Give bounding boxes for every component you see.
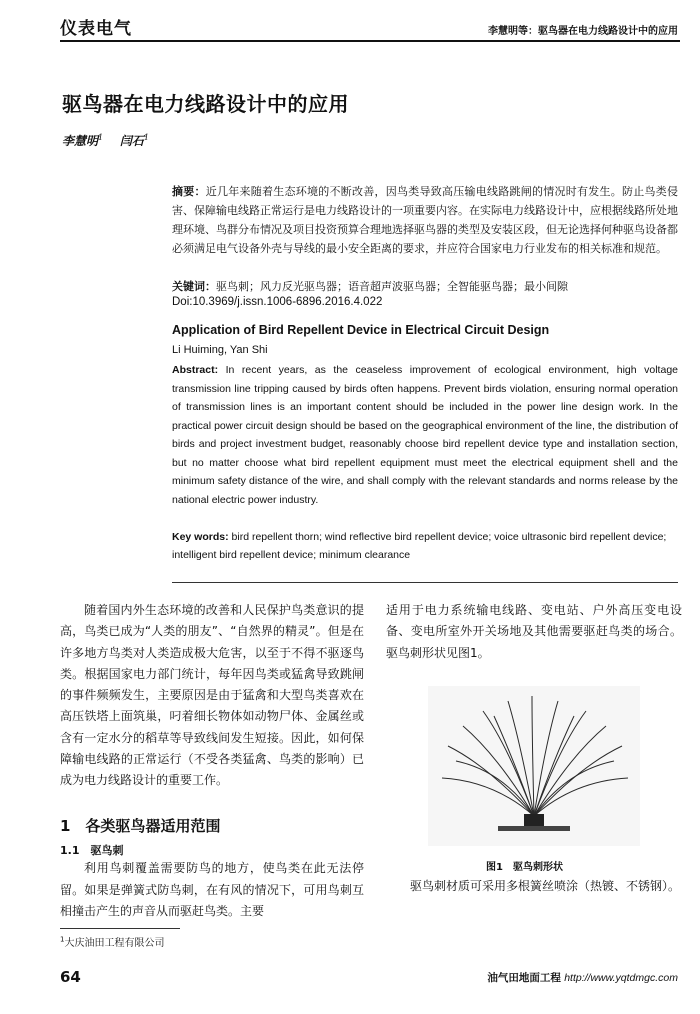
english-abstract bbox=[172, 361, 678, 509]
english-title: Application of Bird Repellent Device in Electrical Circuit Design bbox=[172, 323, 550, 337]
article-title: 驱鸟器在电力线路设计中的应用 bbox=[62, 92, 349, 116]
journal-section-label: 仪表电气 bbox=[60, 19, 132, 39]
author-1-affiliation-mark: 1 bbox=[98, 133, 104, 142]
column-2-paragraph: 适用于电力系统输电线路、变电站、户外高压变电设备、变电所室外开关场地及其他需要驱赶鸟类的场合。驱鸟刺形状见图1。 bbox=[386, 603, 682, 660]
bird-repellent-thorn-figure bbox=[428, 686, 640, 846]
thorn-base bbox=[524, 814, 544, 826]
header-rule bbox=[60, 40, 680, 42]
english-keywords bbox=[172, 528, 678, 564]
english-authors: Li Huiming, Yan Shi bbox=[172, 344, 268, 356]
chinese-keywords-text: 驱鸟刺；风力反光驱鸟器；语音超声波驱鸟器；全智能驱鸟器；最小间隙 bbox=[216, 280, 568, 293]
doi: Doi:10.3969/j.issn.1006-6896.2016.4.022 bbox=[172, 296, 383, 308]
footnote-mark: 1 bbox=[60, 935, 65, 944]
chinese-keywords bbox=[172, 278, 678, 296]
english-keywords-label: Key words: bbox=[172, 531, 229, 543]
chinese-keywords-label: 关键词： bbox=[172, 280, 216, 293]
english-abstract-text: In recent years, as the ceaseless improvement of ecological environment, high voltage transmission line tripping caused by birds often happens. Prevent birds violation, ensuring normal operation of transmission lines is an important content should be included in the power line design work. In the practical power circuit design should be based on the geographical environment of the line, the distribution of birds and project investment budget, reasonably choose bird repellent device type and installation section, but no matter choose what bird repellent equipment must meet the electrical equipment shell and the minimum safety distance of the wire, and shall comply with the relevant standards and norms release by the national electric power industry. bbox=[172, 364, 678, 506]
chinese-abstract bbox=[172, 182, 678, 258]
column-2-material-paragraph: 驱鸟刺材质可采用多根簧丝喷涂（热镀、不锈钢）。 bbox=[410, 879, 681, 893]
footnote-text: 大庆油田工程有限公司 bbox=[64, 938, 165, 949]
author-2-affiliation-mark: 1 bbox=[143, 133, 149, 142]
authors bbox=[62, 132, 149, 149]
footnote bbox=[60, 934, 164, 949]
abstract-rule bbox=[172, 582, 678, 583]
section-heading-1: 1 各类驱鸟器适用范围 bbox=[60, 817, 221, 835]
section-1-1-paragraph: 利用鸟刺覆盖需要防鸟的地方，使鸟类在此无法停留。如果是弹簧式防鸟刺，在有风的情况下，可用鸟刺互相撞击产生的声音从而驱赶鸟类。主要 bbox=[60, 861, 364, 918]
english-keywords-text: bird repellent thorn; wind reflective bird repellent device; voice ultrasonic bird repellent device; intelligent bird repellent device; minimum clearance bbox=[172, 531, 667, 561]
footnote-rule bbox=[60, 928, 180, 929]
english-abstract-label: Abstract: bbox=[172, 364, 219, 376]
thorn-mount bbox=[498, 826, 570, 831]
section-heading-1-1: 1.1 驱鸟刺 bbox=[60, 844, 124, 857]
intro-paragraph: 随着国内外生态环境的改善和人民保护鸟类意识的提高，鸟类已成为“人类的朋友”、“自然界的精灵”。但是在许多地方鸟类对人类造成极大危害，以至于不得不驱逐鸟类。根据国家电力部门统计，每年因鸟类或猛禽导致跳闸的事件频频发生，主要原因是由于猛禽和大型鸟类喜欢在高压铁塔上面筑巢，叼着细长物体如动物尸体、金属丝或含有一定水分的稻草等导致线间发生短接。因此，如何保障输电线路的正常运行（不受各类猛禽、鸟类的影响）已成为电力线路设计的重要工作。 bbox=[60, 603, 364, 788]
journal-name: 油气田地面工程 bbox=[487, 972, 561, 984]
chinese-abstract-label: 摘要： bbox=[172, 185, 206, 198]
journal-website[interactable]: http://www.yqtdmgc.com bbox=[564, 972, 678, 984]
page-number: 64 bbox=[60, 968, 81, 986]
author-2: 闫石 bbox=[119, 134, 144, 148]
author-1: 李慧明 bbox=[62, 134, 99, 148]
figure-caption: 图1 驱鸟刺形状 bbox=[486, 862, 563, 873]
running-head: 李慧明等：驱鸟器在电力线路设计中的应用 bbox=[488, 26, 678, 37]
chinese-abstract-text: 近几年来随着生态环境的不断改善，因鸟类导致高压输电线路跳闸的情况时有发生。防止鸟类侵害、保障输电线路正常运行是电力线路设计的一项重要内容。在实际电力线路设计中，应根据线路所处地理环境、鸟群分布情况及项目投资预算合理地选择驱鸟器的类型及安装区段，但无论选择何种驱鸟设备都必须满足电气设备外壳与导线的最小安全距离的要求，并应符合国家电力行业发布的相关标准和规范。 bbox=[172, 185, 678, 255]
journal-footer bbox=[487, 970, 678, 985]
